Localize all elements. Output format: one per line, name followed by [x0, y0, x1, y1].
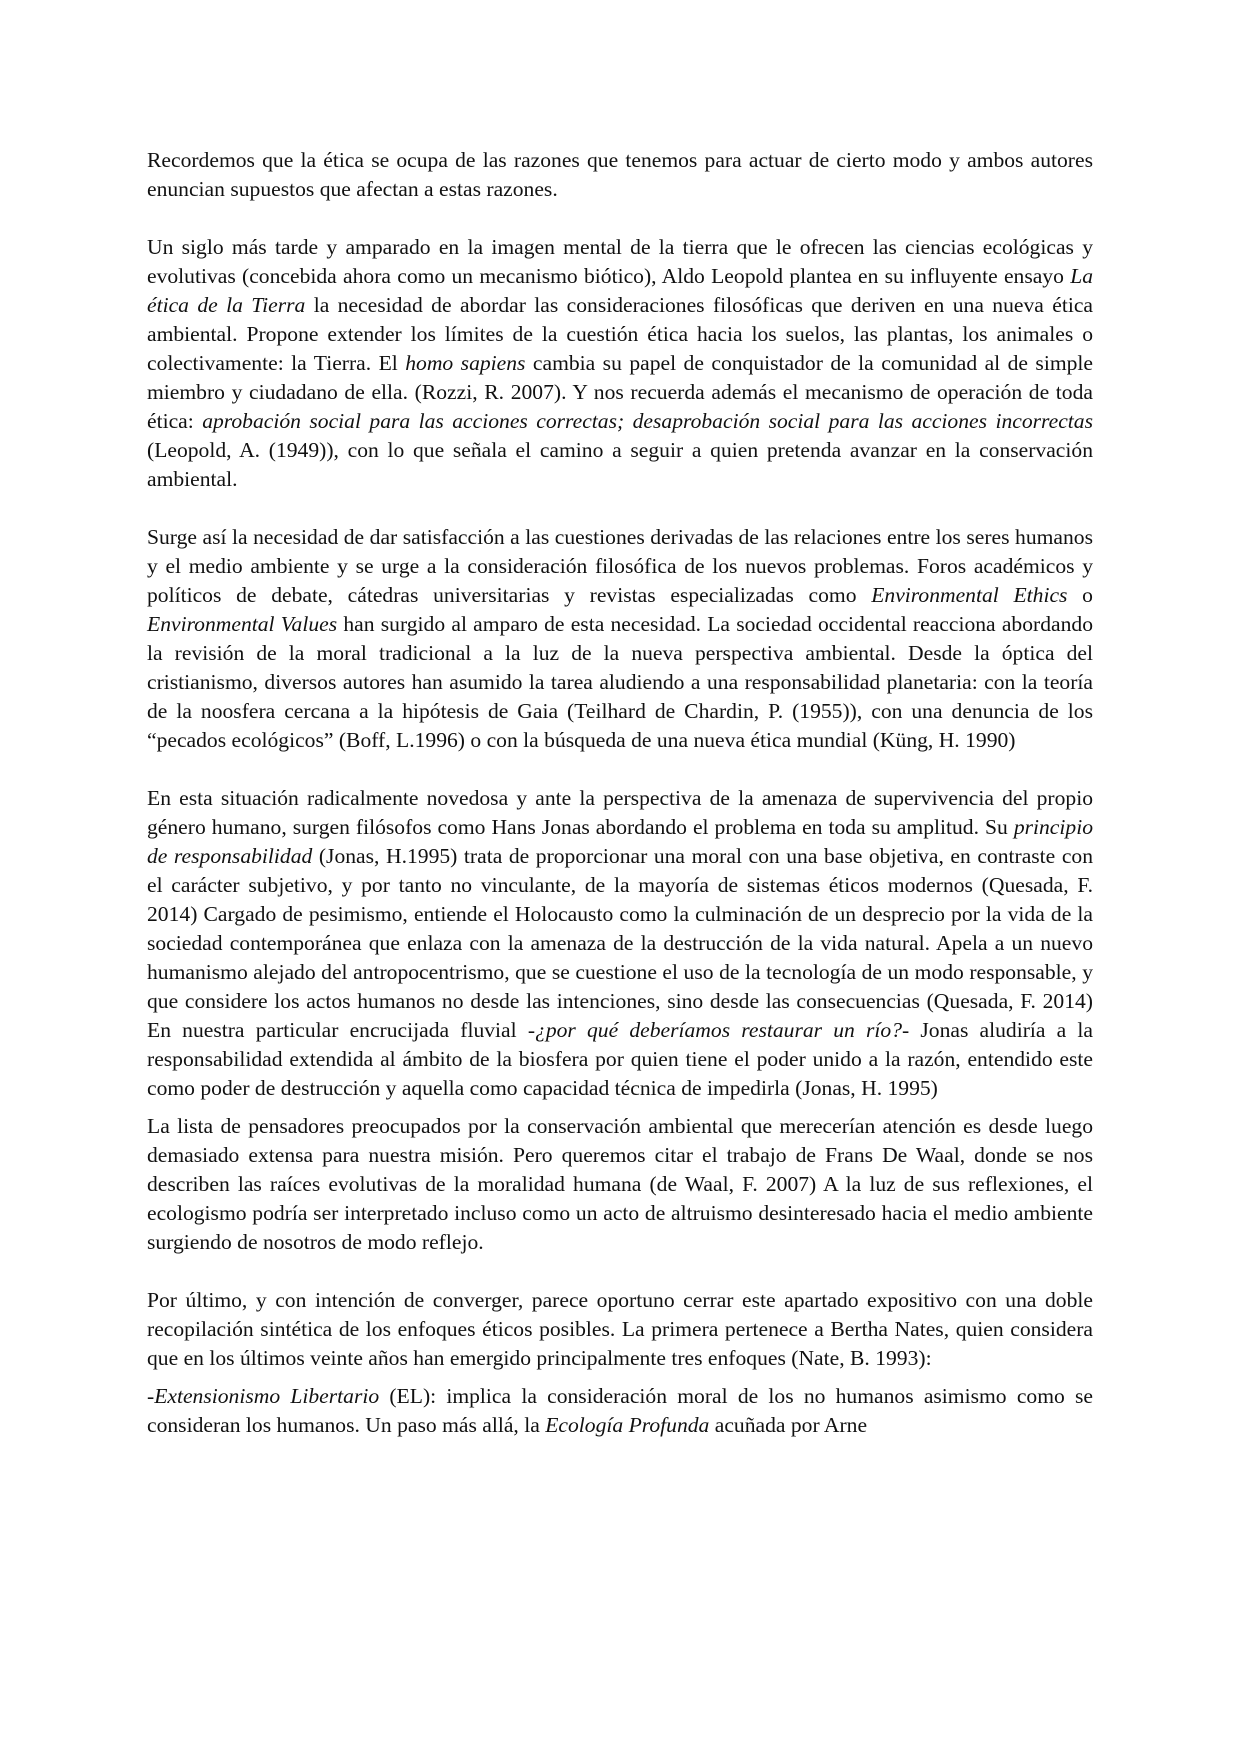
- text-run: En esta situación radicalmente novedosa y ante la perspectiva de la amenaza de supervivencia del propio género humano, surgen filósofos como Hans Jonas abordando el problema en toda su amplitud. Su: [147, 786, 1093, 839]
- paragraph-hans-jonas: [147, 784, 1093, 1103]
- text-run: -: [147, 1384, 155, 1408]
- text-run: acuñada por Arne: [709, 1413, 868, 1437]
- italic-run: Environmental Ethics: [871, 583, 1068, 607]
- paragraph-extensionismo-libertario: [147, 1382, 1093, 1440]
- document-page: [147, 146, 1093, 1440]
- text-run: (Jonas, H.1995) trata de proporcionar una moral con una base objetiva, en contraste con el carácter subjetivo, y por tanto no vinculante, de la mayoría de sistemas éticos modernos (Quesada, F. 2014) Cargado de pesimismo, entiende el Holocausto como la culminación de un desprecio por la vida de la sociedad contemporánea que enlaza con la amenaza de la destrucción de la vida natural. Apela a un nuevo humanismo alejado del antropocentrismo, que se cuestione el uso de la tecnología de un modo responsable, y que considere los actos humanos no desde las intenciones, sino desde las consecuencias (Quesada, F. 2014) En nuestra particular encrucijada fluvial: [147, 844, 1093, 1042]
- italic-run: -¿por qué deberíamos restaurar un río?-: [527, 1018, 910, 1042]
- paragraph-ethical-approaches: [147, 1286, 1093, 1373]
- paragraph-de-waal: [147, 1112, 1093, 1257]
- paragraph-philosophical-consideration: [147, 523, 1093, 755]
- italic-run: homo sapiens: [405, 351, 526, 375]
- paragraph-leopold: [147, 233, 1093, 494]
- text-run: Jonas aludiría a la responsabilidad extendida al ámbito de la biosfera por quien tiene el poder unido a la razón, entendido este como poder de destrucción y aquella como capacidad técnica de impedirla (Jonas, H. 1995): [147, 1018, 1094, 1100]
- text-run: o: [1067, 583, 1093, 607]
- paragraph-ethics-reasons: [147, 146, 1093, 204]
- italic-run: aprobación social para las acciones correctas; desaprobación social para las acciones incorrectas: [202, 409, 1093, 433]
- italic-run: La ética de la Tierra: [147, 264, 1093, 317]
- text-run: La lista de pensadores preocupados por la conservación ambiental que merecerían atención es desde luego demasiado extensa para nuestra misión. Pero queremos citar el trabajo de Frans De Waal, donde se nos describen las raíces evolutivas de la moralidad humana (de Waal, F. 2007) A la luz de sus reflexiones, el ecologismo podría ser interpretado incluso como un acto de altruismo desinteresado hacia el medio ambiente surgiendo de nosotros de modo reflejo.: [147, 1114, 1093, 1254]
- text-run: han surgido al amparo de esta necesidad. La sociedad occidental reacciona abordando la revisión de la moral tradicional a la luz de la nueva perspectiva ambiental. Desde la óptica del cristianismo, diversos autores han asumido la tarea aludiendo a una responsabilidad planetaria: con la teoría de la noosfera cercana a la hipótesis de Gaia (Teilhard de Chardin, P. (1955)), con una denuncia de los “pecados ecológicos” (Boff, L.1996) o con la búsqueda de una nueva ética mundial (Küng, H. 1990): [147, 612, 1093, 752]
- text-run: cambia su papel de conquistador de la comunidad al de simple miembro y ciudadano de ella. (Rozzi, R. 2007). Y nos recuerda además el mecanismo de operación de toda ética:: [147, 351, 1094, 433]
- italic-run: Environmental Values: [147, 612, 338, 636]
- text-run: Por último, y con intención de converger, parece oportuno cerrar este apartado expositivo con una doble recopilación sintética de los enfoques éticos posibles. La primera pertenece a Bertha Nates, quien considera que en los últimos veinte años han emergido principalmente tres enfoques (Nate, B. 1993):: [147, 1288, 1093, 1370]
- italic-run: Extensionismo Libertario: [154, 1384, 380, 1408]
- text-run: la necesidad de abordar las consideraciones filosóficas que deriven en una nueva ética ambiental. Propone extender los límites de la cuestión ética hacia los suelos, las plantas, los animales o colectivamente: la Tierra. El: [147, 293, 1094, 375]
- text-run: (Leopold, A. (1949)), con lo que señala el camino a seguir a quien pretenda avanzar en la conservación ambiental.: [147, 438, 1093, 491]
- text-run: Surge así la necesidad de dar satisfacción a las cuestiones derivadas de las relaciones entre los seres humanos y el medio ambiente y se urge a la consideración filosófica de los nuevos problemas. Foros académicos y políticos de debate, cátedras universitarias y revistas especializadas como: [147, 525, 1093, 607]
- text-run: Recordemos que la ética se ocupa de las razones que tenemos para actuar de cierto modo y ambos autores enuncian supuestos que afectan a estas razones.: [147, 148, 1093, 201]
- italic-run: Ecología Profunda: [545, 1413, 710, 1437]
- text-run: Un siglo más tarde y amparado en la imagen mental de la tierra que le ofrecen las ciencias ecológicas y evolutivas (concebida ahora como un mecanismo biótico), Aldo Leopold plantea en su influyente ensayo: [147, 235, 1093, 288]
- italic-run: principio de responsabilidad: [147, 815, 1093, 868]
- text-run: (EL): implica la consideración moral de los no humanos asimismo como se consideran los humanos. Un paso más allá, la: [147, 1384, 1093, 1437]
